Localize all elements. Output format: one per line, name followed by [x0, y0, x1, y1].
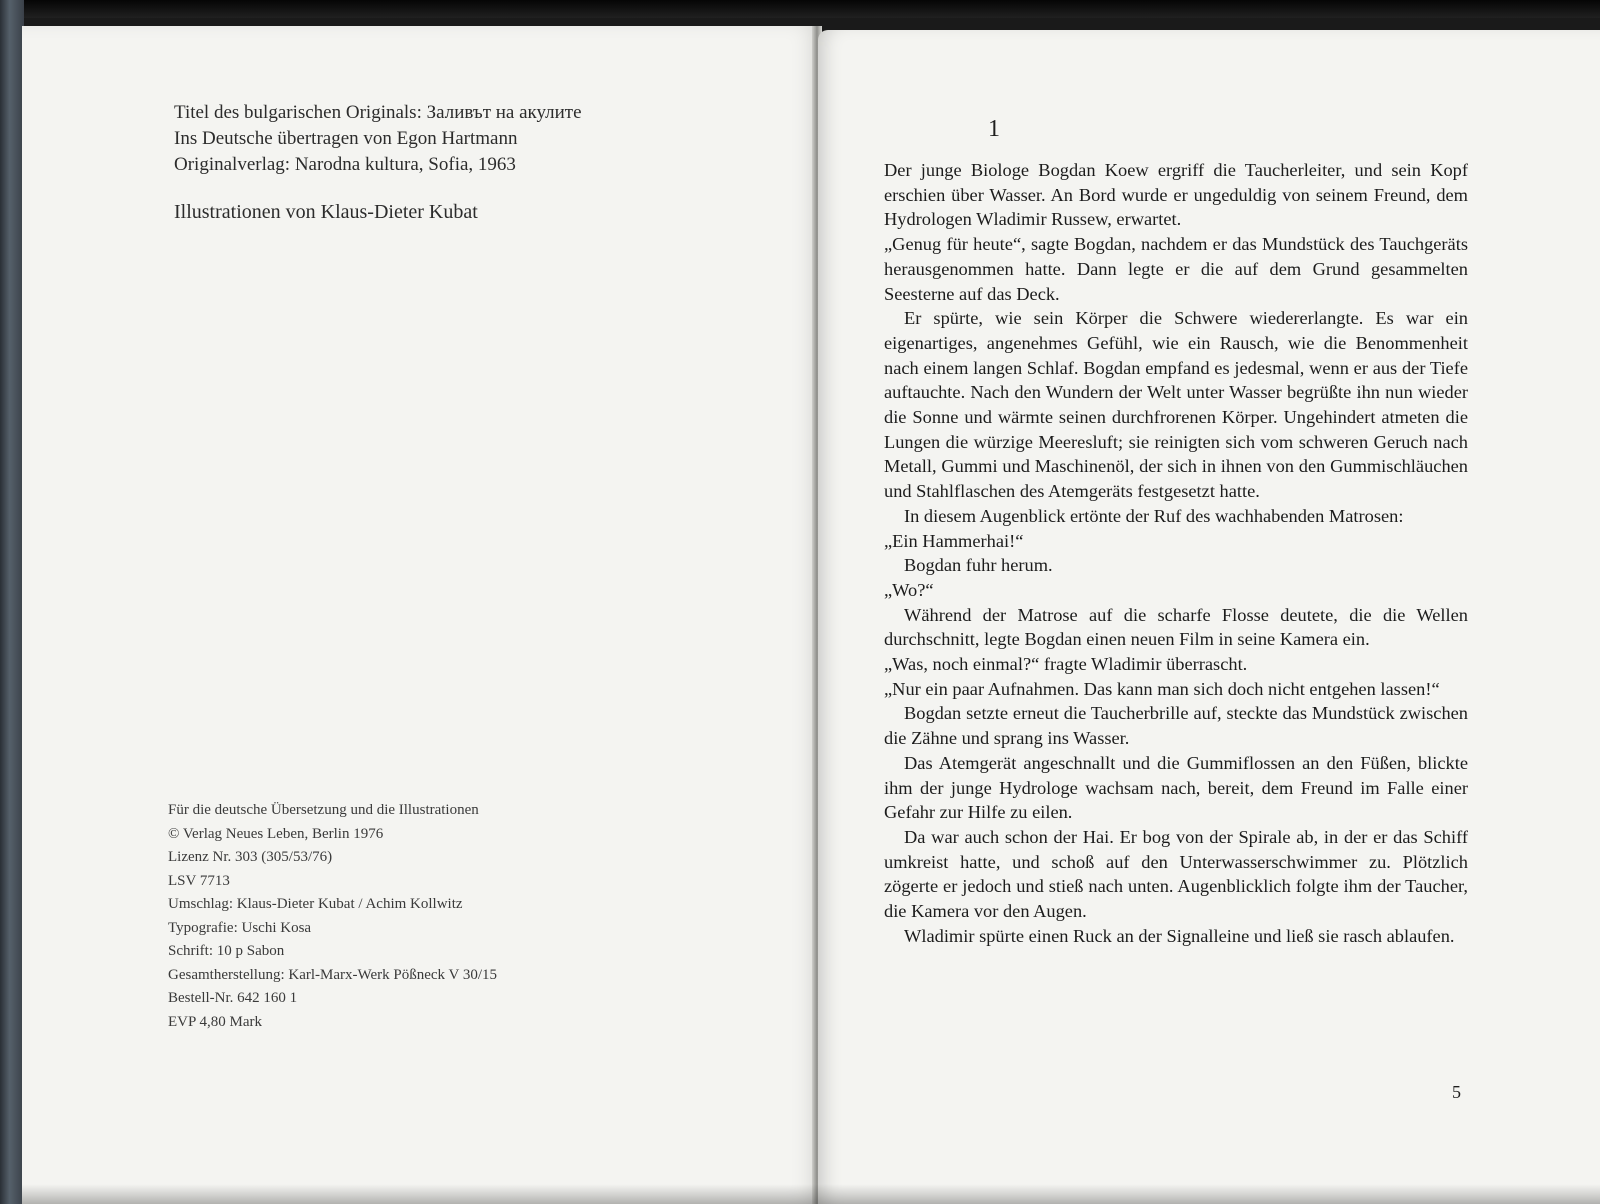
illustrator-credit: Illustrationen von Klaus-Dieter Kubat — [174, 201, 478, 223]
imprint-line: Typografie: Uschi Kosa — [168, 919, 312, 936]
paragraph: Er spürte, wie sein Körper die Schwere wiedererlangte. Es war ein eigenartiges, angenehmes Gefühl, wie ein Rausch, wie die Benommenheit nach einem langen Schlaf. Bogdan empfand es jedesmal, wenn er aus der Tiefe auftauchte. Nach den Wundern der Welt unter Wasser begrüßte ihn nun wieder die Sonne und wärmte seinen durchfrorenen Körper. Ungehindert atmeten die Lungen die würzige Meeresluft; sie reinigten sich vom schweren Geruch nach Metall, Gummi und Maschinenöl, der sich in ihnen von den Gummischläuchen und Stahlflaschen des Atemgeräts festgesetzt hatte. — [884, 308, 1468, 502]
paragraph: „Genug für heute“, sagte Bogdan, nachdem er das Mundstück des Tauchgeräts herausgenommen hatte. Dann legte er die auf dem Grund gesammelten Seesterne auf das Deck. — [884, 234, 1468, 304]
imprint-block — [168, 799, 668, 1034]
paragraph: Bogdan fuhr herum. — [904, 555, 1053, 576]
original-title-line: Titel des bulgarischen Originals: Заливът на акулите — [174, 102, 582, 123]
paragraph: „Wo?“ — [884, 579, 934, 600]
imprint-line: Lizenz Nr. 303 (305/53/76) — [168, 849, 333, 865]
right-page — [818, 30, 1600, 1204]
translator-line: Ins Deutsche übertragen von Egon Hartmann — [174, 128, 518, 149]
imprint-line: © Verlag Neues Leben, Berlin 1976 — [168, 825, 384, 842]
original-publisher-line: Originalverlag: Narodna kultura, Sofia, 1963 — [174, 154, 516, 175]
paragraph: Während der Matrose auf die scharfe Flosse deutete, die die Wellen durchschnitt, legte Bogdan einen neuen Film in seine Kamera ein. — [884, 604, 1468, 650]
paragraph: Das Atemgerät angeschnallt und die Gummiflossen an den Füßen, blickte ihm der junge Hydrologe wachsam nach, bereit, dem Freund im Falle einer Gefahr zur Hilfe zu eilen. — [884, 752, 1468, 823]
imprint-line: Schrift: 10 p Sabon — [168, 943, 285, 959]
chapter-number: 1 — [988, 116, 1000, 142]
paragraph: „Ein Hammerhai!“ — [884, 530, 1024, 551]
chapter-body — [884, 158, 1468, 949]
paragraph: Bogdan setzte erneut die Taucherbrille auf, steckte das Mundstück zwischen die Zähne und sprang ins Wasser. — [884, 703, 1468, 749]
paragraph: Der junge Biologe Bogdan Koew ergriff die Taucherleiter, und sein Kopf erschien über Wasser. An Bord wurde er ungeduldig von seinem Freund, dem Hydrologen Wladimir Russew, erwartet. — [884, 160, 1468, 230]
imprint-line: EVP 4,80 Mark — [168, 1013, 263, 1030]
paragraph: „Nur ein paar Aufnahmen. Das kann man sich doch nicht entgehen lassen!“ — [884, 678, 1440, 699]
left-page — [22, 26, 822, 1204]
scan-bottom-shadow — [22, 1184, 1600, 1204]
imprint-line: Für die deutsche Übersetzung und die Illustrationen — [168, 802, 479, 818]
paragraph: In diesem Augenblick ertönte der Ruf des wachhabenden Matrosen: — [904, 505, 1404, 526]
scan-top-edge — [0, 0, 1600, 18]
imprint-line: LSV 7713 — [168, 872, 230, 889]
paragraph: Wladimir spürte einen Ruck an der Signalleine und ließ sie rasch ablaufen. — [904, 925, 1455, 946]
paragraph: Da war auch schon der Hai. Er bog von der Spirale ab, in der er das Schiff umkreist hatte, und schoß auf den Unterwasserschwimmer zu. Plötzlich zögerte er jedoch und stieß nach unten. Augenblicklich folgte ihm der Taucher, die Kamera vor den Augen. — [884, 826, 1468, 922]
imprint-line: Gesamtherstellung: Karl-Marx-Werk Pößneck V 30/15 — [168, 966, 497, 983]
page-number: 5 — [1452, 1082, 1461, 1102]
original-title-info — [174, 100, 734, 178]
paragraph: „Was, noch einmal?“ fragte Wladimir überrascht. — [884, 654, 1248, 675]
book-cover-edge — [0, 0, 24, 1204]
imprint-line: Bestell-Nr. 642 160 1 — [168, 990, 298, 1006]
imprint-line: Umschlag: Klaus-Dieter Kubat / Achim Kollwitz — [168, 896, 463, 912]
